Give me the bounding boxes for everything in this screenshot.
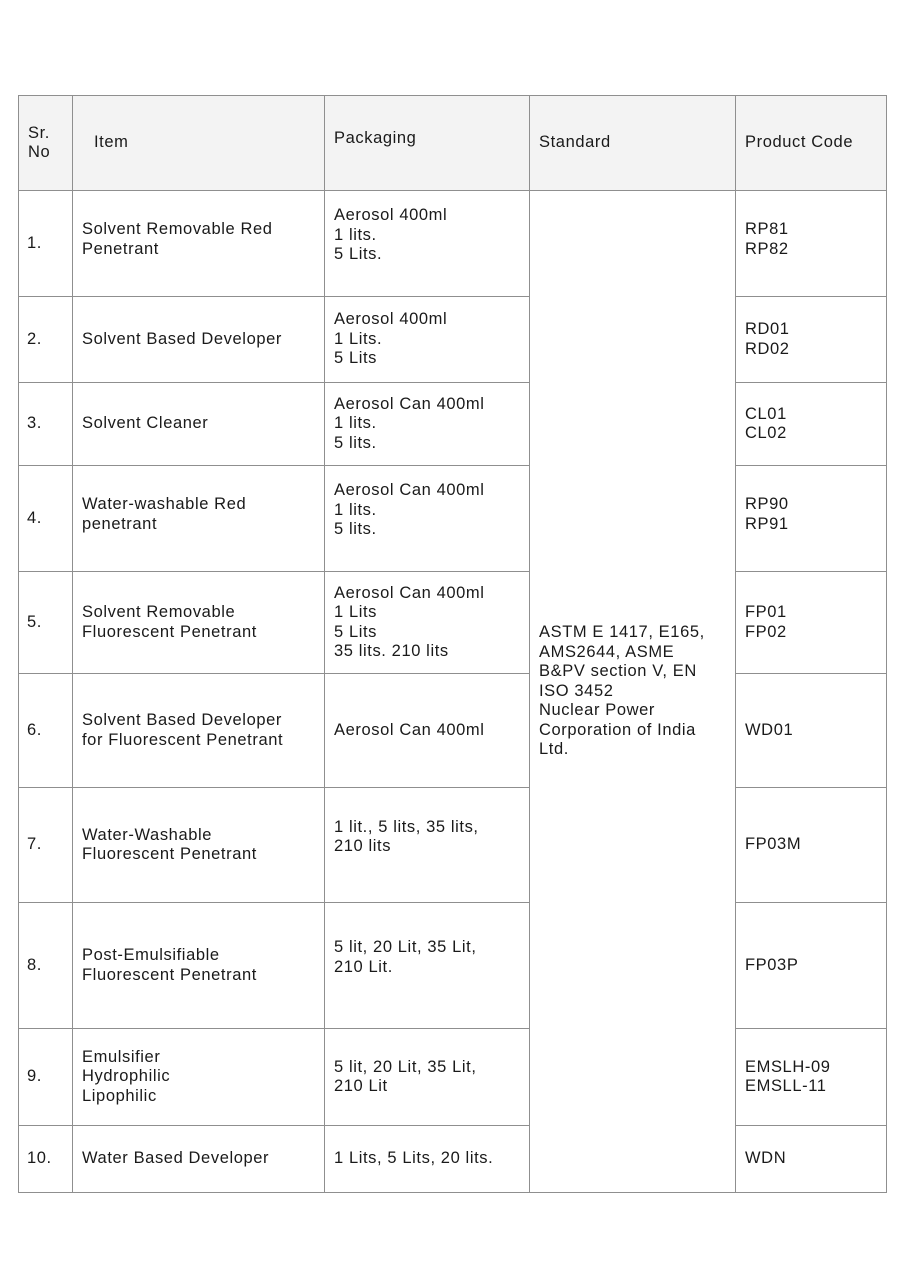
header-standard: Standard	[530, 96, 736, 191]
item-cell: Water Based Developer	[73, 1126, 325, 1193]
packaging-cell: Aerosol Can 400ml	[325, 674, 530, 788]
item-cell: Solvent Cleaner	[73, 383, 325, 466]
sr-no-cell: 2.	[19, 297, 73, 383]
item-cell: Solvent Based Developer	[73, 297, 325, 383]
sr-no-cell: 7.	[19, 788, 73, 903]
product-code-cell: RP90 RP91	[736, 466, 887, 572]
item-cell: Post-Emulsifiable Fluorescent Penetrant	[73, 903, 325, 1029]
sr-no-cell: 5.	[19, 572, 73, 674]
item-cell: Water-Washable Fluorescent Penetrant	[73, 788, 325, 903]
product-code-cell: WDN	[736, 1126, 887, 1193]
product-table	[18, 95, 887, 1193]
item-cell: Emulsifier Hydrophilic Lipophilic	[73, 1029, 325, 1126]
standard-cell: ASTM E 1417, E165, AMS2644, ASME B&PV section V, EN ISO 3452 Nuclear Power Corporation of India Ltd.	[530, 191, 736, 1193]
item-cell: Solvent Removable Red Penetrant	[73, 191, 325, 297]
packaging-cell: 1 Lits, 5 Lits, 20 lits.	[325, 1126, 530, 1193]
item-cell: Solvent Based Developer for Fluorescent Penetrant	[73, 674, 325, 788]
product-code-cell: FP03P	[736, 903, 887, 1029]
packaging-cell: Aerosol 400ml 1 Lits. 5 Lits	[325, 297, 530, 383]
packaging-cell: Aerosol Can 400ml 1 lits. 5 lits.	[325, 383, 530, 466]
item-cell: Water-washable Red penetrant	[73, 466, 325, 572]
table-row	[19, 466, 887, 572]
packaging-cell: 5 lit, 20 Lit, 35 Lit, 210 Lit	[325, 1029, 530, 1126]
sr-no-cell: 6.	[19, 674, 73, 788]
sr-no-cell: 9.	[19, 1029, 73, 1126]
sr-no-cell: 1.	[19, 191, 73, 297]
product-code-cell: RD01 RD02	[736, 297, 887, 383]
item-cell: Solvent Removable Fluorescent Penetrant	[73, 572, 325, 674]
table-row	[19, 1029, 887, 1126]
header-row	[19, 96, 887, 191]
sr-no-cell: 8.	[19, 903, 73, 1029]
sr-no-cell: 4.	[19, 466, 73, 572]
header-sr-no: Sr. No	[19, 96, 73, 191]
product-code-cell: RP81 RP82	[736, 191, 887, 297]
sr-no-cell: 3.	[19, 383, 73, 466]
table-row	[19, 572, 887, 674]
product-code-cell: FP03M	[736, 788, 887, 903]
table-row	[19, 903, 887, 1029]
product-code-cell: CL01 CL02	[736, 383, 887, 466]
product-code-cell: WD01	[736, 674, 887, 788]
packaging-cell: Aerosol Can 400ml 1 lits. 5 lits.	[325, 466, 530, 572]
packaging-cell: Aerosol 400ml 1 lits. 5 Lits.	[325, 191, 530, 297]
table-row	[19, 383, 887, 466]
product-code-cell: FP01 FP02	[736, 572, 887, 674]
product-code-cell: EMSLH-09 EMSLL-11	[736, 1029, 887, 1126]
header-packaging: Packaging	[325, 96, 530, 191]
table-row	[19, 297, 887, 383]
header-item: Item	[73, 96, 325, 191]
packaging-cell: 1 lit., 5 lits, 35 lits, 210 lits	[325, 788, 530, 903]
sr-no-cell: 10.	[19, 1126, 73, 1193]
table-row	[19, 788, 887, 903]
header-product-code: Product Code	[736, 96, 887, 191]
table-row	[19, 191, 887, 297]
table-row	[19, 674, 887, 788]
packaging-cell: Aerosol Can 400ml 1 Lits 5 Lits 35 lits. 210 lits	[325, 572, 530, 674]
table-row	[19, 1126, 887, 1193]
packaging-cell: 5 lit, 20 Lit, 35 Lit, 210 Lit.	[325, 903, 530, 1029]
